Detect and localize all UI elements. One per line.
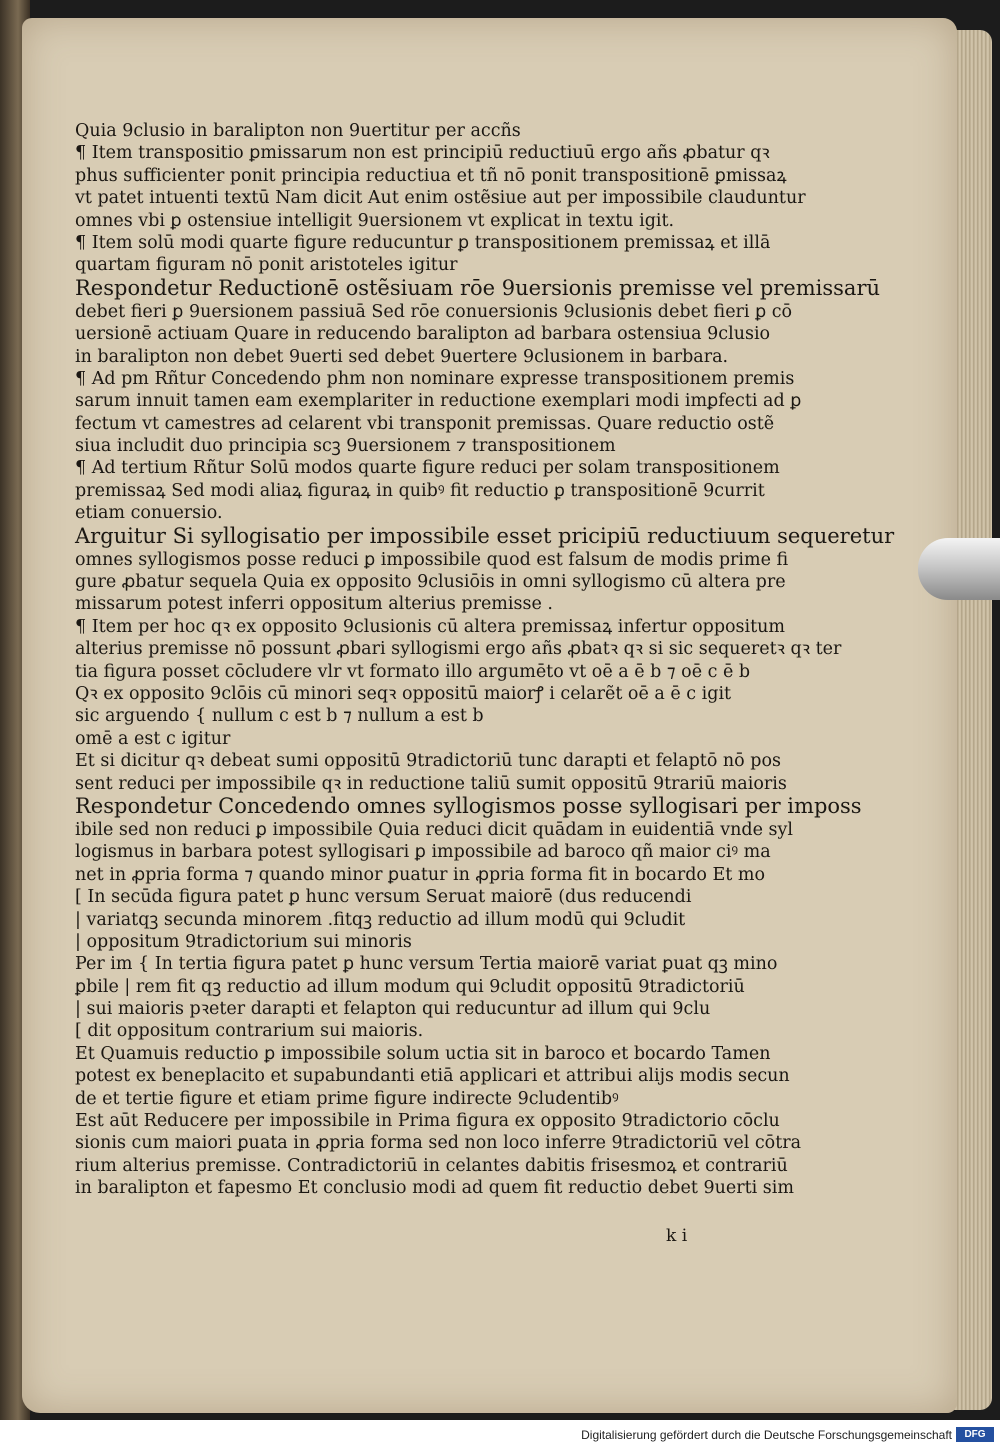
text-line: premissaꝝ Sed modi aliaꝝ figuraꝝ in quibꝰ fit reductio ꝑ transpositionē 9currit: [75, 480, 765, 501]
text-line: ¶ Item transpositio ꝑmissarum non est principiū reductiuū ergo añs ꝓbatur qꝛ: [75, 143, 770, 164]
text-line: uersionē actiuam Quare in reducendo baralipton ad barbara ostensiua 9clusio: [75, 324, 771, 345]
text-line: Est aūt Reducere per impossibile in Prima figura ex opposito 9tradictorio cōclu: [75, 1111, 780, 1132]
text-line: Arguitur Si syllogisatio per impossibile esset pricipiū reductiuum sequeretur: [75, 523, 895, 548]
text-line: | sui maioris pꝛeter darapti et felapton qui reducuntur ad illum qui 9clu: [75, 999, 711, 1020]
text-line: sic arguendo { nullum c est b ⁊ nullum a est b: [75, 706, 484, 727]
text-line: ꝑbile | rem fit qꝫ reductio ad illum modum qui 9cludit oppositū 9tradictoriū: [75, 976, 745, 997]
text-line: rium alterius premisse. Contradictoriū in celantes dabitis frisesmoꝝ et contrariū: [75, 1155, 788, 1176]
text-line: quartam figuram nō ponit aristoteles igitur: [75, 255, 458, 276]
text-line: net in ꝓpria forma ⁊ quando minor ꝑuatur in ꝓpria forma fit in bocardo Et mo: [75, 864, 765, 885]
text-line: vt patet intuenti textū Nam dicit Aut enim ostẽsiue aut per impossibile clauduntur: [75, 188, 806, 209]
text-line: | variatqꝫ secunda minorem .fitqꝫ reductio ad illum modū qui 9cludit: [75, 909, 686, 930]
text-line: ¶ Item solū modi quarte figure reducuntur ꝑ transpositionem premissaꝝ et illā: [75, 232, 771, 253]
text-line: gure ꝓbatur sequela Quia ex opposito 9clusiōis in omni syllogismo cū altera pre: [75, 572, 786, 593]
text-line: | oppositum 9tradictorium sui minoris: [75, 931, 412, 952]
text-line: Per im { In tertia figura patet ꝑ hunc versum Tertia maiorē variat ꝑuat qꝫ mino: [75, 954, 778, 975]
text-line: debet fieri ꝑ 9uersionem passiuā Sed rōe conuersionis 9clusionis debet fieri ꝑ cō: [75, 301, 793, 322]
text-line: ¶ Ad tertium Rñtur Solū modos quarte figure reduci per solam transpositionem: [75, 458, 780, 479]
text-line: tia figura posset cōcludere vlr vt formato illo argumēto vt oē a ē b ⁊ oē c ē b: [75, 661, 751, 682]
text-line: Quia 9clusio in baralipton non 9uertitur per accñs: [75, 121, 521, 141]
text-line: Et Quamuis reductio ꝑ impossibile solum uctia sit in baroco et bocardo Tamen: [75, 1043, 771, 1064]
text-line: phus sufficienter ponit principia reductiua et tñ nō ponit transpositionē ꝑmissaꝝ: [75, 165, 787, 186]
text-line: sionis cum maiori ꝑuata in ꝓpria forma sed non loco inferre 9tradictoriū vel cōtra: [75, 1133, 802, 1154]
text-line: [ dit oppositum contrarium sui maioris.: [75, 1021, 424, 1042]
text-line: omnes vbi ꝑ ostensiue intelligit 9uersionem vt explicat in textu igit.: [75, 210, 675, 231]
text-line: ¶ Ad pm Rñtur Concedendo phm non nominare expresse transpositionem premis: [75, 368, 795, 389]
text-line: de et tertie figure et etiam prime figure indirecte 9cludentibꝰ: [75, 1088, 619, 1109]
text-line: potest ex beneplacito et supabundanti etiā applicari et attribui alijs modis secun: [75, 1066, 790, 1087]
text-line: etiam conuersio.: [75, 503, 223, 524]
text-line: [ In secūda figura patet ꝑ hunc versum Seruat maiorē (dus reducendi: [75, 887, 692, 908]
signature-mark: k i: [666, 1226, 688, 1246]
text-line: fectum vt camestres ad celarent vbi transponit premissas. Quare reductio ostẽ: [75, 413, 775, 434]
text-line: ibile sed non reduci ꝑ impossibile Quia reduci dicit quādam in euidentiā vnde syl: [75, 819, 793, 840]
page-clip: [918, 538, 1000, 600]
text-line: in baralipton et fapesmo Et conclusio modi ad quem fit reductio debet 9uerti sim: [75, 1178, 794, 1199]
text-line: Qꝛ ex opposito 9clōis cū minori seqꝛ oppositū maiorꝭ i celarẽt oē a ē c igit: [75, 683, 732, 704]
text-line: alterius premisse nō possunt ꝓbari syllogismi ergo añs ꝓbatꝛ qꝛ si sic sequeretꝛ qꝛ ter: [75, 639, 842, 660]
page-text: [75, 120, 895, 1200]
text-line: in baralipton non debet 9uerti sed debet 9uertere 9clusionem in barbara.: [75, 346, 729, 367]
text-line: sent reduci per impossibile qꝛ in reductione taliū sumit oppositū 9trariū maioris: [75, 773, 787, 794]
text-line: Et si dicitur qꝛ debeat sumi oppositū 9tradictoriū tunc darapti et felaptō nō pos: [75, 751, 782, 772]
footer-bar: [0, 1424, 1000, 1445]
text-line: missarum potest inferri oppositum alterius premisse .: [75, 594, 553, 615]
funding-credit: Digitalisierung gefördert durch die Deutsche Forschungsgemeinschaft: [581, 1428, 952, 1442]
text-line: sarum innuit tamen eam exemplariter in reductione exemplari modi imꝑfecti ad ꝑ: [75, 391, 802, 412]
text-line: Respondetur Reductionē ostẽsiuam rōe 9uersionis premisse vel premissarū: [75, 275, 881, 300]
text-line: omnes syllogismos posse reduci ꝑ impossibile quod est falsum de modis prime fi: [75, 549, 789, 570]
dfg-logo: DFG: [956, 1427, 994, 1442]
text-line: logismus in barbara potest syllogisari ꝑ impossibile ad baroco qñ maior ciꝰ ma: [75, 842, 771, 863]
text-line: ¶ Item per hoc qꝛ ex opposito 9clusionis cū altera premissaꝝ infertur oppositum: [75, 616, 786, 637]
text-line: siua includit duo principia scꝫ 9uersionem ⁊ transpositionem: [75, 436, 616, 457]
text-line: omē a est c igitur: [75, 728, 231, 749]
text-line: Respondetur Concedendo omnes syllogismos posse syllogisari per imposs: [75, 793, 862, 818]
